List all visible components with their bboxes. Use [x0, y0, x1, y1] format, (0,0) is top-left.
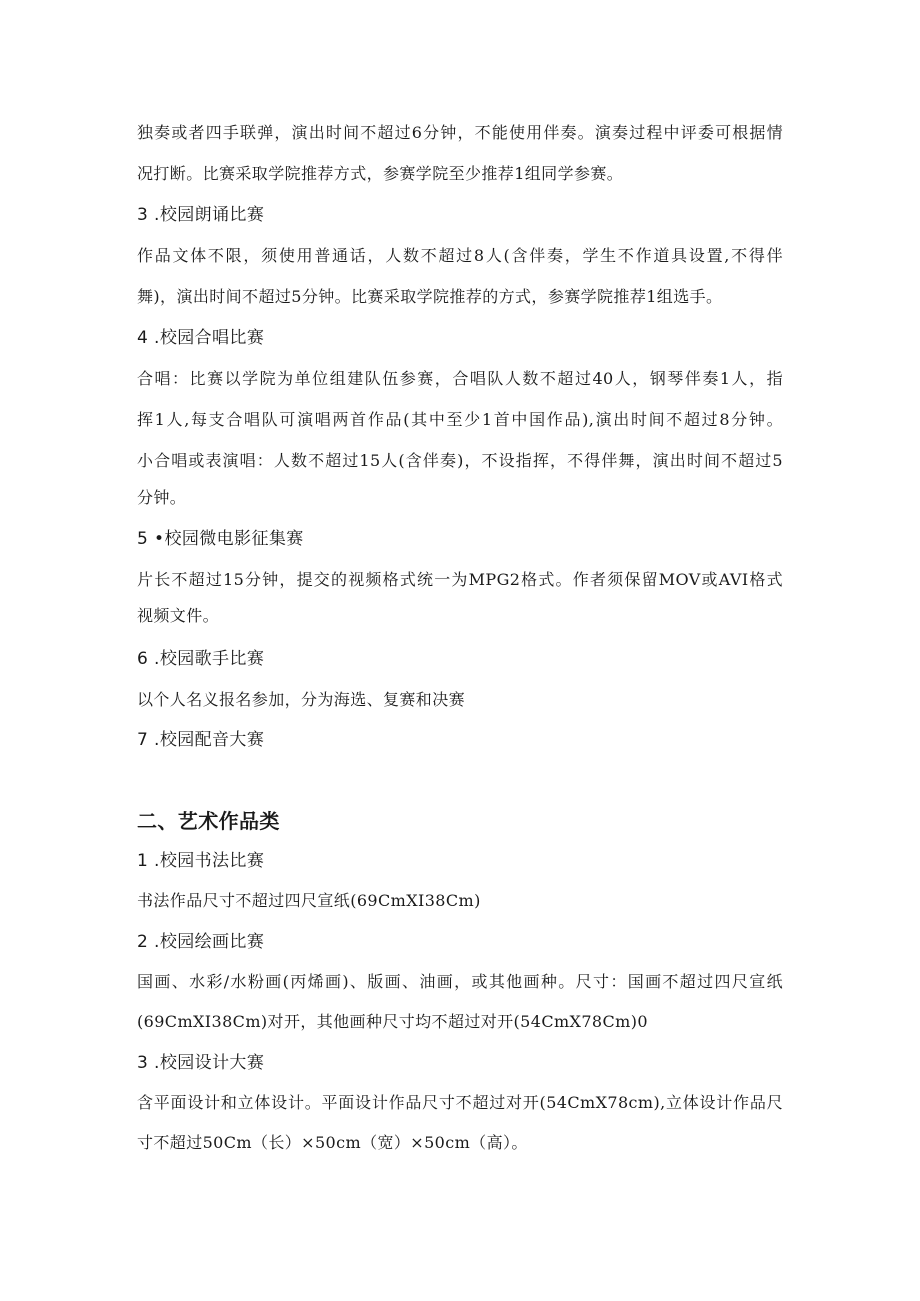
- subsection-heading: 7 .校园配音大赛: [137, 730, 265, 750]
- paragraph-line: 小合唱或表演唱：人数不超过15人(含伴奏)，不设指挥，不得伴舞，演出时间不超过5: [137, 451, 783, 470]
- subsection-heading: 4 .校园合唱比赛: [137, 328, 265, 348]
- subsection-heading: 1 .校园书法比赛: [137, 851, 265, 871]
- paragraph-line: 以个人名义报名参加，分为海选、复赛和决赛: [137, 690, 466, 709]
- paragraph-line: 书法作品尺寸不超过四尺宣纸(69CmXI38Cm): [137, 891, 481, 910]
- subsection-heading: 5 •校园微电影征集赛: [137, 529, 304, 549]
- paragraph-line: 国画、水彩/水粉画(丙烯画)、版画、油画，或其他画种。尺寸：国画不超过四尺宣纸: [137, 972, 783, 991]
- subsection-heading: 2 .校园绘画比赛: [137, 932, 265, 952]
- paragraph-line: 寸不超过50Cm（长）×50cm（宽）×50cm（高）。: [137, 1133, 528, 1152]
- section-title: 二、艺术作品类: [137, 809, 280, 833]
- paragraph-line: 况打断。比赛采取学院推荐方式，参赛学院至少推荐1组同学参赛。: [137, 164, 624, 183]
- paragraph-line: 分钟。: [137, 488, 187, 507]
- paragraph-line: 舞)，演出时间不超过5分钟。比赛采取学院推荐的方式，参赛学院推荐1组选手。: [137, 287, 723, 306]
- paragraph-line: 挥1人,每支合唱队可演唱两首作品(其中至少1首中国作品),演出时间不超过8分钟。: [137, 410, 783, 429]
- subsection-heading: 3 .校园朗诵比赛: [137, 205, 265, 225]
- paragraph-line: (69CmXI38Cm)对开，其他画种尺寸均不超过对开(54CmX78Cm)0: [137, 1012, 648, 1031]
- subsection-heading: 6 .校园歌手比赛: [137, 649, 265, 669]
- paragraph-line: 片长不超过15分钟，提交的视频格式统一为MPG2格式。作者须保留MOV或AVI格式: [137, 570, 783, 589]
- paragraph-line: 视频文件。: [137, 606, 220, 625]
- paragraph-line: 独奏或者四手联弹，演出时间不超过6分钟，不能使用伴奏。演奏过程中评委可根据情: [137, 123, 783, 142]
- paragraph-line: 含平面设计和立体设计。平面设计作品尺寸不超过对开(54CmX78cm),立体设计作品尺: [137, 1093, 783, 1112]
- paragraph-line: 合唱：比赛以学院为单位组建队伍参赛，合唱队人数不超过40人，钢琴伴奏1人，指: [137, 369, 783, 388]
- subsection-heading: 3 .校园设计大赛: [137, 1053, 265, 1073]
- paragraph-line: 作品文体不限，须使用普通话，人数不超过8人(含伴奏，学生不作道具设置,不得伴: [137, 246, 783, 265]
